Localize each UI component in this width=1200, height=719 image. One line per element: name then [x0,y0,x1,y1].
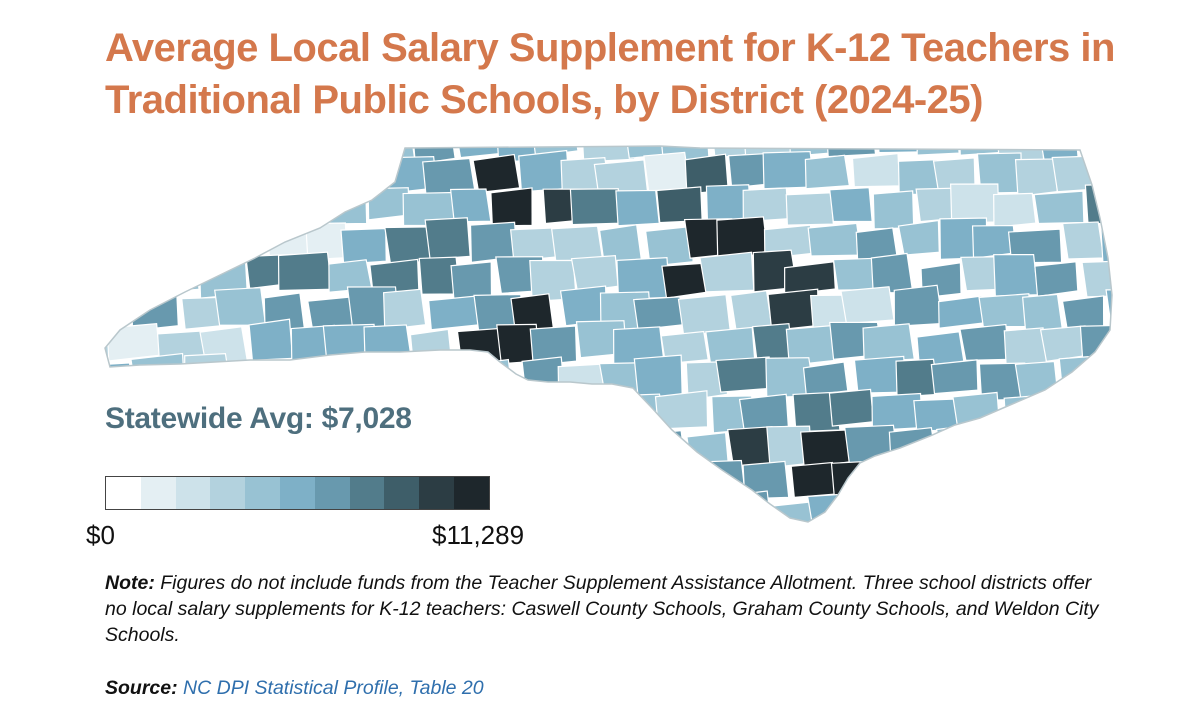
footnote [105,570,1105,648]
district-shape [951,184,999,223]
district-shape [791,463,835,498]
district-shape [873,191,913,229]
district-shape [1063,222,1104,259]
district-shape [898,220,939,255]
district-shape [491,188,532,226]
district-shape [588,460,628,498]
district-shape [269,159,315,197]
district-shape [511,423,557,462]
legend-swatch [141,477,176,509]
district-shape [425,218,470,259]
district-shape [285,125,333,165]
district-shape [279,252,332,290]
district-shape [1079,394,1131,434]
legend-swatch [315,477,350,509]
district-shape [428,430,474,466]
district-shape [1106,290,1156,331]
district-shape [1082,461,1128,497]
district-shape [938,496,990,531]
district-shape [364,325,412,362]
district-shape [110,124,156,158]
district-shape [1038,459,1089,494]
district-shape [696,461,745,496]
district-shape [805,155,849,188]
district-shape [980,432,1031,471]
district-shape [829,389,873,426]
district-shape [216,366,266,398]
district-shape [662,263,708,298]
district-shape [655,391,707,429]
district-shape [125,154,179,189]
district-shape [854,492,894,533]
district-shape [266,364,318,397]
district-shape [94,154,140,193]
district-shape [185,354,232,394]
district-shape [910,461,957,497]
district-shape [1080,325,1134,367]
note-text: Figures do not include funds from the Teacher Supplement Assistance Allotment. Three school districts offer no local salary supplements for K-12 teachers: Caswell County Schools, Graham County Schools, and Weldon City Schools. [105,572,1099,646]
district-shape [118,188,170,222]
district-shape [561,286,607,326]
district-shape [107,262,160,300]
district-shape [341,228,386,264]
legend-swatch [384,477,419,509]
district-shape [363,118,414,160]
district-shape [447,391,498,425]
district-shape [960,325,1009,361]
district-shape [1038,124,1078,160]
district-shape [1041,326,1086,361]
district-shape [69,188,115,225]
district-shape [248,194,292,228]
district-shape [743,188,788,222]
legend-max-label: $11,289 [432,520,525,550]
district-shape [598,428,648,461]
district-shape [532,120,578,156]
district-shape [1062,492,1114,530]
district-shape [1099,151,1147,192]
district-shape [724,491,772,533]
district-shape [616,190,659,225]
district-shape [137,221,187,254]
district-shape [352,355,393,394]
district-shape [826,123,875,156]
legend-swatch [245,477,280,509]
legend-swatch [210,477,245,509]
district-shape [249,319,293,360]
district-shape [1020,434,1064,466]
district-shape [384,289,426,329]
district-shape [390,361,443,398]
district-shape [154,253,199,292]
title-line-2: Traditional Public Schools, by District (2024-25) [105,78,983,122]
district-shape [1052,156,1103,192]
district-shape [894,285,942,326]
district-shape [286,187,328,220]
district-shape [466,360,512,398]
district-shape [473,155,520,193]
district-shape [92,222,133,258]
district-shape [324,184,366,224]
district-shape [956,457,1003,497]
district-shape [451,189,491,222]
district-shape [172,157,222,193]
district-shape [700,252,754,292]
district-shape [90,363,135,400]
district-shape [220,162,264,196]
district-shape [995,461,1041,497]
district-shape [831,461,879,498]
district-shape [1004,395,1045,435]
district-shape [939,296,986,328]
district-shape [570,189,618,225]
district-shape [200,187,243,221]
district-shape [553,426,602,463]
district-shape [307,357,347,398]
district-shape [801,430,851,467]
district-shape [1015,362,1057,398]
district-shape [484,465,537,497]
district-shape [472,427,521,466]
district-shape [841,287,894,324]
source-line [105,677,484,700]
district-shape [661,462,710,498]
legend-swatch [176,477,211,509]
district-shape [572,256,619,292]
district-shape [852,154,899,187]
district-shape [891,501,935,535]
district-shape [542,394,585,427]
district-shape [131,354,185,393]
district-shape [1097,493,1143,532]
district-shape [174,223,220,258]
district-shape [1040,395,1087,431]
source-link[interactable]: NC DPI Statistical Profile, Table 20 [183,677,484,699]
legend-swatch [280,477,315,509]
district-shape [451,262,491,299]
district-shape [1082,117,1124,159]
legend-min-label: $0 [86,520,115,550]
district-shape [634,297,685,330]
district-shape [716,357,770,392]
district-shape [552,494,602,535]
legend-swatch [419,477,454,509]
district-shape [215,288,266,326]
district-shape [582,123,635,161]
district-shape [740,394,789,429]
district-shape [242,116,287,158]
legend-swatch [106,477,141,509]
district-shape [1034,191,1084,223]
district-shape [872,465,916,502]
district-shape [429,296,480,330]
district-shape [830,188,872,222]
district-shape [93,285,137,325]
district-shape [972,494,1014,535]
district-shape [959,123,1004,155]
district-shape [407,398,458,436]
district-shape [80,260,127,295]
title-line-1: Average Local Salary Supplement for K-12 Teachers in [105,26,1115,70]
district-shape [931,360,978,394]
district-shape [107,324,159,361]
district-shape [994,255,1038,296]
source-label: Source: [105,677,178,699]
note-label: Note: [105,572,155,594]
color-legend [105,476,490,510]
district-shape [994,193,1036,227]
statewide-average: Statewide Avg: $7,028 [105,402,412,435]
district-shape [808,223,861,256]
district-shape [1085,184,1128,223]
legend-swatch [350,477,385,509]
district-shape [678,295,730,334]
district-shape [871,253,912,292]
district-shape [657,187,702,223]
district-shape [159,187,206,222]
district-shape [644,152,690,191]
district-shape [786,193,833,225]
legend-swatch [454,477,489,509]
district-shape [410,329,451,363]
district-shape [489,395,537,437]
district-shape [594,492,641,531]
district-shape [635,500,688,538]
district-shape [627,458,671,496]
district-shape [537,464,584,499]
district-shape [1104,363,1149,401]
district-shape [158,127,207,162]
district-shape [1109,424,1150,466]
district-shape [1016,498,1060,535]
district-shape [309,153,352,195]
district-shape [216,225,257,258]
district-shape [1016,159,1058,197]
district-shape [200,125,242,162]
district-shape [743,117,794,156]
district-shape [318,126,372,160]
district-shape [863,324,914,362]
district-shape [1060,429,1109,471]
district-shape [876,117,922,152]
district-shape [579,393,633,434]
district-shape [683,492,733,527]
district-shape [81,119,126,157]
district-shape [634,355,682,397]
district-shape [889,428,937,468]
district-shape [1035,262,1078,297]
district-shape [804,362,848,396]
district-shape [421,358,471,391]
